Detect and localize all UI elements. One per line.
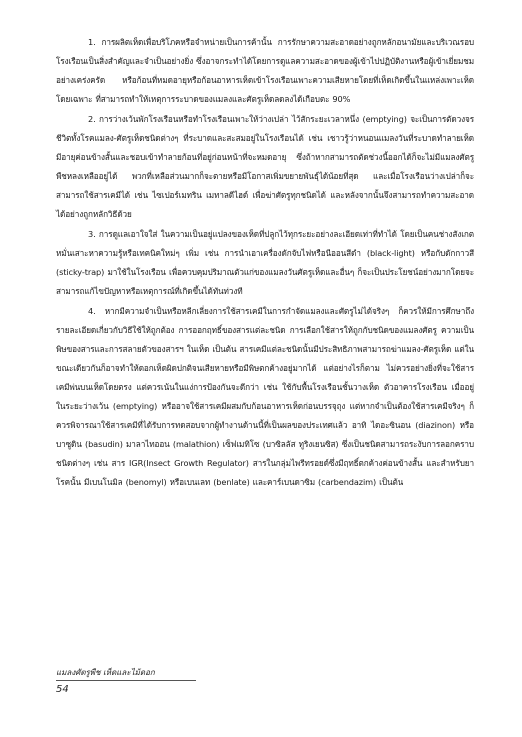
paragraph-3: 3. การดูแลเอาใจใส่ ในความเป็นอยู่แปลงของเห็ดที่ปลูกไว้ทุกระยะอย่างละเอียดเท่าที่ทำได้ โดยเป็นคนช่างสังเกต หมั่นเสาะหาความรู้หรือเทคนิคใหม่ๆ เพิ่ม เช่น การนำเอาเครื่องดักจับไฟหรือนีออนสีดำ (black-light) หรือกับดักกาวสี (sticky-trap) มาใช้ในโรงเรือน เพื่อควบคุมปริมาณตัวแก่ของแมลงวันศัตรูเห็ดและอื่นๆ ก็จะเป็นประโยชน์อย่างมากโดยจะสามารถแก้ไขปัญหาหรือเหตุการณ์ที่เกิดขึ้นได้ทันท่วงที [56,229,474,296]
paragraph-4: 4. หากมีความจำเป็นหรือหลีกเลี่ยงการใช้สารเคมีในการกำจัดแมลงและศัตรูไม่ได้จริงๆ ก็ควรให้มีการศึกษาถึงรายละเอียดเกี่ยวกับวิธีใช้ให้ถูกต้อง การออกฤทธิ์ของสารแต่ละชนิด การเลือกใช้สารให้ถูกกับชนิดของแมลงศัตรู ความเป็นพิษของสารและการสลายตัวของสารฯ ในเห็ด เป็นต้น สารเคมีแต่ละชนิดนั้นมีประสิทธิภาพสามารถฆ่าแมลง-ศัตรูเห็ด แต่ในขณะเดียวกันก็อาจทำให้ดอกเห็ดผิดปกติจนเสียหายหรือมีพิษตกค้างอยู่มากได้ แต่อย่างไรก็ตาม ไม่ควรอย่างยิ่งที่จะใช้สารเคมีพ่นบนเห็ดโดยตรง แต่ควรเน้นในแง่การป้องกันจะดีกว่า เช่น ใช้กับพื้นโรงเรือนชั้นวางเห็ด ตัวอาคารโรงเรือน เมื่ออยู่ในระยะว่างเว้น (emptying) หรืออาจใช้สารเคมีผสมกับก้อนอาหารเห็ดก่อนบรรจุถุง แต่หากจำเป็นต้องใช้สารเคมีจริงๆ ก็ควรพิจารณาใช้สารเคมีที่ได้รับการทดสอบจากผู้ทำงานด้านนี้ที่เป็นผลของประเทศแล้ว อาทิ ไดอะซินอน (diazinon) หรือบาซูดิน (basudin) มาลาไทออน (malathion) เซ็ฟเมทิโซ (บาซิลลัส ทูริงเยนซิส) ซึ่งเป็นชนิดสามารถระงับการลอกคราบชนิดต่างๆ เช่น สาร IGR(Insect Growth Regulator) สารในกลุ่มไพรีทรอยด์ซึ่งมีฤทธิ์ตกค้างค่อนข้างสั้น และสำหรับยาโรคนั้น มีเบนโนมิล (benomyl) หรือเบนเลท (benlate) และคาร์เบนดาซิม (carbendazim) เป็นต้น [56,306,474,487]
page-footer [56,667,196,698]
footer-book-title: แมลงศัตรูพืช เห็ดและไม้ดอก [56,667,196,681]
paragraph-2: 2. การว่างเว้นพักโรงเรือนหรือทำโรงเรือนเพาะให้ว่างเปล่า ไว้สักระยะเวลาหนึ่ง (emptying) จะเป็นการตัดวงจรชีวิตทั้งโรคแมลง-ศัตรูเห็ดชนิดต่างๆ ที่ระบาดและสะสมอยู่ในโรงเรือนได้ เช่น เชาวรู้ว่าหนอนแมลงวันที่ระบาดทำลายเห็ดมีอายุค่อนข้างสั้นและชอบเข้าทำลายก้อนที่อยู่ก่อนหน้าที่จะหมดอายุ ซึ่งถ้าหากสามารถตัดช่วงนี้ออกได้ก็จะไม่มีแมลงศัตรูพืชหลงเหลืออยู่ได้ พวกที่เหลือส่วนมากก็จะตายหรือมีโอกาสเพิ่มขยายพันธุ์ได้น้อยที่สุด และเมื่อโรงเรือนว่างเปล่าก็จะสามารถใช้สารเคมีได้ เช่น ไซเปอร์เมทริน เมทาลดีไฮด์ เพื่อฆ่าศัตรูทุกชนิดได้ และหลังจากนั้นจึงสามารถทำความสะอาดได้อย่างถูกหลักวิธีด้วย [56,114,474,219]
paragraph-1: 1. การผลิตเห็ดเพื่อบริโภคหรือจำหน่ายเป็นการค้านั้น การรักษาความสะอาดอย่างถูกหลักอนามัยและบริเวณรอบโรงเรือนเป็นสิ่งสำคัญและจำเป็นอย่างยิ่ง ซึ่งอาจกระทำได้โดยการดูแลความสะอาดของผู้เข้าไปปฏิบัติงานหรือผู้เข้าเยี่ยมชมอย่างเคร่งครัด หรือก้อนที่หมดอายุหรือก้อนอาหารเห็ดเข้าโรงเรือนเพาะความเสียหายโดยที่เห็ดเกิดขึ้นในแหล่งเพาะเห็ดโดยเฉพาะ ที่สามารถทำให้เหตุการระบาดของแมลงและศัตรูเห็ดลดลงได้เกือบตะ 90% [56,37,475,104]
page-number: 54 [56,684,69,695]
body-text [56,33,474,493]
